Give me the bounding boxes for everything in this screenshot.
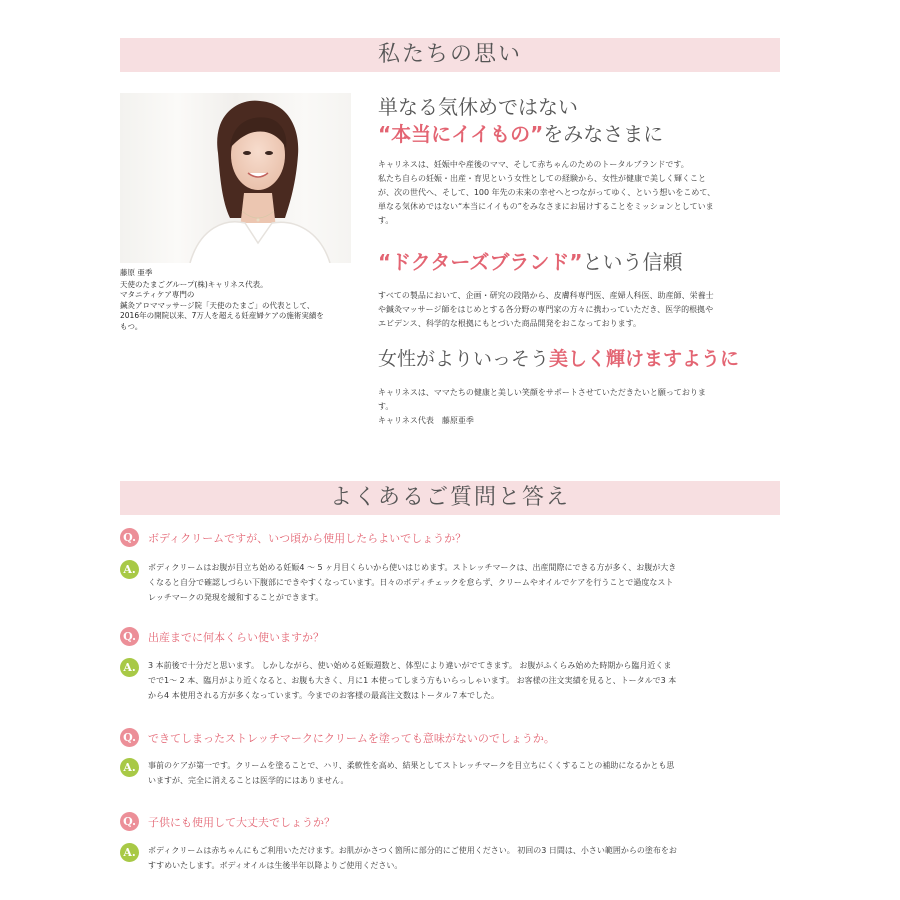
a-badge-icon: A. [120,843,139,862]
heading-highlight: “ドクターズブランド” [378,250,583,274]
section-title-band [120,481,780,515]
profile-line: 2016年の開院以来、7万人を超える妊産婦ケアの施術実績を [120,311,324,320]
answer-text: ボディクリームは赤ちゃんにもご利用いただけます。お肌がかさつく箇所に部分的にご使用ください。 初回の3 日間は、小さい範囲からの塗布をお すすめいたします。ボディオイルは生後半年以降よりご使用ください。 [148,846,677,870]
section-title: よくあるご質問と答え [329,485,570,510]
question-text: 出産までに何本くらい使いますか？ [148,631,324,644]
a-badge-icon: A. [120,658,139,677]
answer-text: 事前のケアが第一です。クリームを塗ることで、ハリ、柔軟性を高め、結果としてストレッチマークを目立ちにくくすることの補助になるかとも思 いますが、完全に消えることは医学的にはありません。 [148,761,675,785]
heading-highlight: “本当にイイもの” [378,122,544,146]
profile-line: マタニティケア専門の [120,290,195,299]
message-paragraph-1: キャリネスは、妊娠中や産後のママ、そして赤ちゃんのためのトータルブランドです。 私たち自らの妊娠・出産・育児という女性としての経験から、女性が健康で美しく輝くこと が、次の世代へ、そして、100 年先の未来の幸せへとつながってゆく、という想いをこめて、 単なる気休めではない“本当にイイもの”をみなさまにお届けすることをミッションとしていま す。 [378,160,716,225]
answer-text: 3 本前後で十分だと思います。 しかしながら、使い始める妊娠週数と、体型により違いがでてきます。 お腹がふくらみ始めた時期から臨月近くま でで1〜 2 本、臨月がより近くなると、お腹も大きく、月に1 本使ってしまう方もいらっしゃいます。 お客様の注文実績を見ると、トータルで3 本 から4 本使用される方が多くなっています。今までのお客様の最高注文数はトータル７本でした。 [148,661,677,700]
profile-line: 鍼灸アロママッサージ院「天使のたまご」の代表として、 [120,300,315,310]
heading-highlight: 美しく輝けますように [549,348,740,370]
profile-line: 天使のたまごグループ(株)キャリネス代表。 [120,279,268,289]
q-badge-icon: Q. [120,728,139,747]
question-text: できてしまったストレッチマークにクリームを塗っても意味がないのでしょうか。 [148,732,555,745]
a-badge-icon: A. [120,560,139,579]
question-text: 子供にも使用して大丈夫でしょうか？ [148,816,335,829]
q-badge-icon: Q. [120,812,139,831]
message-heading-3: “ドクターズブランド”という信頼 [378,250,683,274]
message-heading-4: 女性がよりいっそう美しく輝けますように [378,348,740,370]
message-heading-2: “本当にイイもの”をみなさまに [378,122,664,146]
profile-photo [120,93,351,263]
q-badge-icon: Q. [120,528,139,547]
profile-line: もつ。 [120,321,143,331]
message-paragraph-2: すべての製品において、企画・研究の段階から、皮膚科専門医、産婦人科医、助産師、栄養士 や鍼灸マッサージ師をはじめとする各分野の専門家の方々に携わっていただき、医学的根拠や エビデンス、科学的な根拠にもとづいた商品開発をおこなっております。 [378,291,714,328]
answer-text: ボディクリームはお腹が目立ち始める妊娠4 〜 5 ヶ月目くらいから使いはじめます。ストレッチマークは、出産間際にできる方が多く、お腹が大き くなると自分で確認しづらい下腹部にできやすくなっています。日々のボディチェックを怠らず、クリームやオイルでケアを行うことで過度なスト レッチマークの発現を緩和することができます。 [148,563,677,602]
section-title-band [120,38,780,72]
a-badge-icon: A. [120,758,139,777]
section-title: 私たちの思い [377,42,522,67]
message-paragraph-3: キャリネスは、ママたちの健康と美しい笑顔をサポートさせていただきたいと願っておりま す。 キャリネス代表 藤原亜季 [378,388,706,425]
q-badge-icon: Q. [120,627,139,646]
message-heading-1: 単なる気休めではない [378,95,578,119]
profile-caption [120,268,355,332]
question-text: ボディクリームですが、いつ頃から使用したらよいでしょうか？ [148,532,467,545]
profile-name: 藤原 亜季 [120,268,153,277]
